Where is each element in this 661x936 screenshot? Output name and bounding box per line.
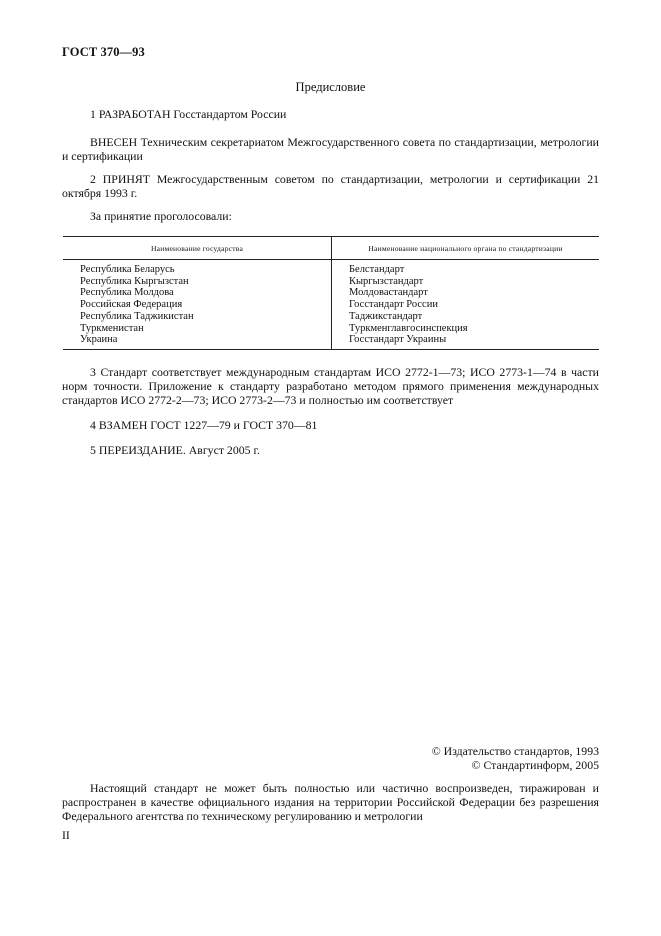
state-names-cell [63,260,332,350]
section-title: Предисловие [295,80,366,94]
table-header-row [63,237,599,260]
paragraph-replaces: 4 ВЗАМЕН ГОСТ 1227—79 и ГОСТ 370—81 [90,418,318,432]
paragraph-introduced-by: ВНЕСЕН Техническим секретариатом Межгосударственного совета по стандартизации, метрологии и сертификации [62,135,599,164]
copyright-publisher: © Издательство стандартов, 1993 [431,744,599,758]
state-name: Республика Кыргызстан [80,275,189,287]
standards-bodies-cell [332,260,600,350]
state-name: Российская Федерация [80,299,183,311]
table-body-row [63,260,599,350]
state-name: Республика Беларусь [80,264,175,275]
paragraph-developed-by: 1 РАЗРАБОТАН Госстандартом России [90,107,287,121]
standards-body-name: Госстандарт Украины [349,334,447,346]
state-name: Республика Таджикистан [80,310,194,322]
paragraph-voted-for: За принятие проголосовали: [90,209,232,223]
voting-states-table [63,236,599,350]
state-name: Туркменистан [80,322,144,334]
standards-body-name: Кыргызстандарт [349,275,424,287]
reproduction-notice: Настоящий стандарт не может быть полностью или частично воспроизведен, тиражирован и распространен в качестве официального издания на территории Российской Федерации без разрешения Федерального агентства по техническому регулированию и метрологии [62,781,599,824]
standards-body-name: Туркменглавгосинспекция [349,322,468,334]
table-header-state: Наименование государства [63,237,332,260]
standards-body-name: Таджикстандарт [349,310,423,322]
page-number: II [62,828,70,842]
document-header: ГОСТ 370—93 [62,45,145,59]
standards-body-name: Молдовастандарт [349,287,428,299]
standards-body-name: Белстандарт [349,264,405,275]
table-header-standards-body: Наименование национального органа по стандартизации [332,237,600,260]
paragraph-conformity: 3 Стандарт соответствует международным стандартам ИСО 2772-1—73; ИСО 2773-1—74 в части норм точности. Приложение к стандарту разработано методом прямого применения международных стандартов ИСО 2772-2—73; ИСО 2773-2—73 и полностью им соответствует [62,365,599,408]
paragraph-reissue: 5 ПЕРЕИЗДАНИЕ. Август 2005 г. [90,443,260,457]
copyright-standartinform: © Стандартинформ, 2005 [471,758,599,772]
state-name: Республика Молдова [80,287,174,299]
paragraph-adopted: 2 ПРИНЯТ Межгосударственным советом по стандартизации, метрологии и сертификации 21 октября 1993 г. [62,172,599,201]
state-name: Украина [80,334,118,346]
standards-body-name: Госстандарт России [349,299,438,311]
